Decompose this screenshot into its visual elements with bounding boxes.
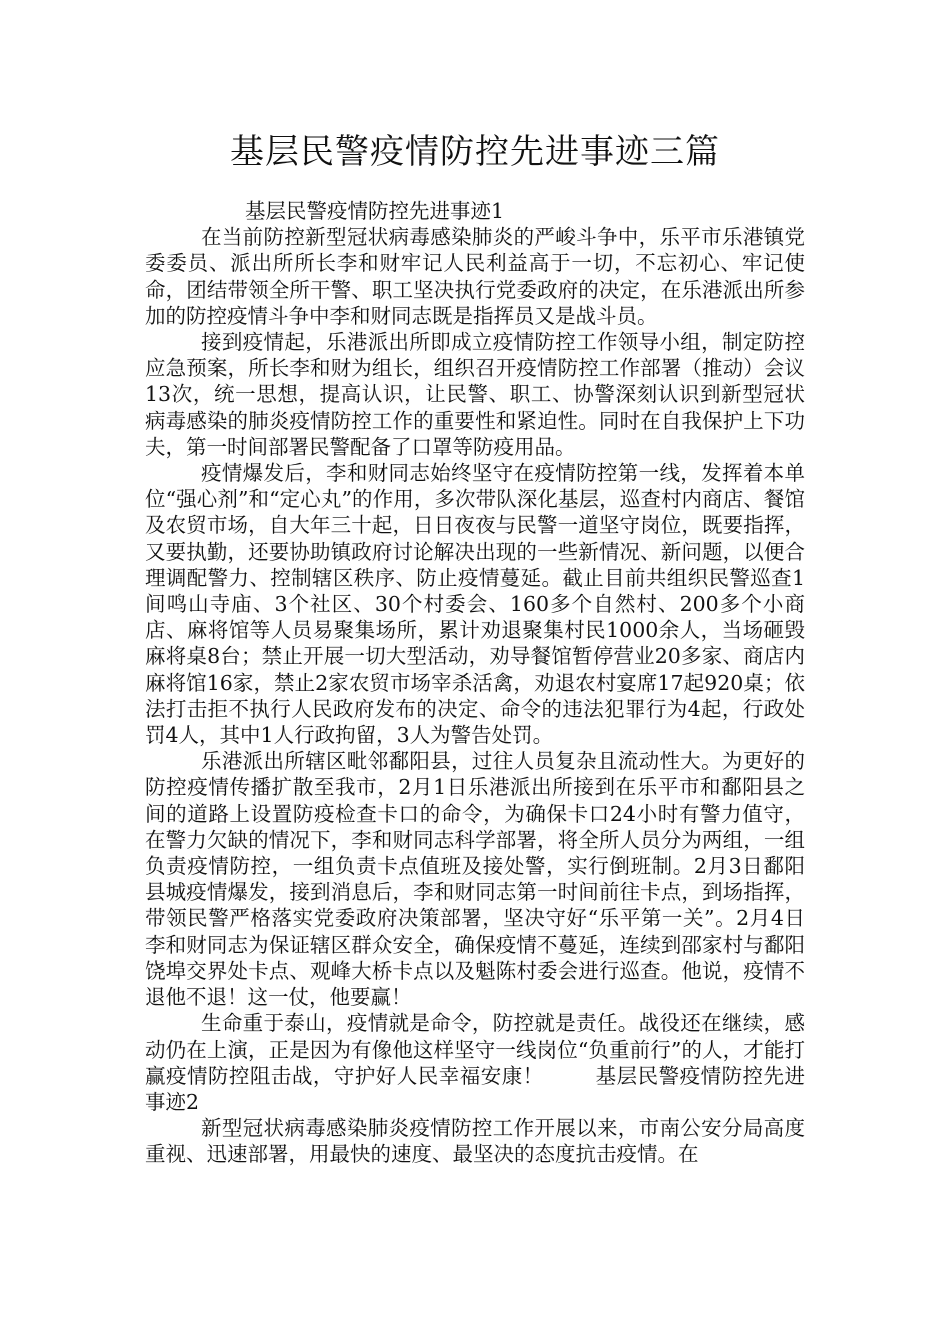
paragraph-5-text: 生命重于泰山，疫情就是命令，防控就是责任。战役还在继续，感动仍在上演，正是因为有像他这样坚守一线岗位“负重前行”的人，才能打赢疫情防控阻击战，守护好人民幸福安康！ bbox=[145, 1011, 805, 1088]
paragraph-2: 接到疫情起，乐港派出所即成立疫情防控工作领导小组，制定防控应急预案，所长李和财为组长，组织召开疫情防控工作部署（推动）会议13次，统一思想，提高认识，让民警、职工、协警深刻认识到新型冠状病毒感染的肺炎疫情防控工作的重要性和紧迫性。同时在自我保护上下功夫，第一时间部署民警配备了口罩等防疫用品。 bbox=[145, 330, 805, 459]
document-title: 基层民警疫情防控先进事迹三篇 bbox=[230, 132, 720, 172]
section-2-heading: 基层民警疫情防控先进事迹2 bbox=[145, 1063, 806, 1114]
paragraph-1: 在当前防控新型冠状病毒感染肺炎的严峻斗争中，乐平市乐港镇党委委员、派出所所长李和财牢记人民利益高于一切，不忘初心、牢记使命，团结带领全所干警、职工坚决执行党委政府的决定，在乐港派出所参加的防控疫情斗争中李和财同志既是指挥员又是战斗员。 bbox=[145, 225, 805, 328]
document-body bbox=[145, 198, 805, 1168]
paragraph-3: 疫情爆发后，李和财同志始终坚守在疫情防控第一线，发挥着本单位“强心剂”和“定心丸”的作用，多次带队深化基层，巡查村内商店、餐馆及农贸市场，自大年三十起，日日夜夜与民警一道坚守岗位，既要指挥，又要执勤，还要协助镇政府讨论解决出现的一些新情况、新问题，以便合理调配警力、控制辖区秩序、防止疫情蔓延。截止目前共组织民警巡查1间鸣山寺庙、3个社区、30个村委会、160多个自然村、200多个小商店、麻将馆等人员易聚集场所，累计劝退聚集村民1000余人，当场砸毁麻将桌8台；禁止开展一切大型活动，劝导餐馆暂停营业20多家、商店内麻将馆16家，禁止2家农贸市场宰杀活禽，劝退农村宴席17起920桌；依法打击拒不执行人民政府发布的决定、命令的违法犯罪行为4起，行政处罚4人，其中1人行政拘留，3人为警告处罚。 bbox=[145, 461, 805, 748]
paragraph-6: 新型冠状病毒感染肺炎疫情防控工作开展以来，市南公安分局高度重视、迅速部署，用最快的速度、最坚决的态度抗击疫情。在 bbox=[145, 1116, 805, 1167]
section-1-heading: 基层民警疫情防控先进事迹1 bbox=[245, 199, 505, 223]
paragraph-5 bbox=[145, 1010, 805, 1115]
paragraph-4: 乐港派出所辖区毗邻鄱阳县，过往人员复杂且流动性大。为更好的防控疫情传播扩散至我市，2月1日乐港派出所接到在乐平市和鄱阳县之间的道路上设置防疫检查卡口的命令，为确保卡口24小时有警力值守，在警力欠缺的情况下，李和财同志科学部署，将全所人员分为两组，一组负责疫情防控，一组负责卡点值班及接处警，实行倒班制。2月3日鄱阳县城疫情爆发，接到消息后，李和财同志第一时间前往卡点，到场指挥，带领民警严格落实党委政府决策部署，坚决守好“乐平第一关”。2月4日李和财同志为保证辖区群众安全，确保疫情不蔓延，连续到邵家村与鄱阳饶埠交界处卡点、观峰大桥卡点以及魁陈村委会进行巡查。他说，疫情不退他不退！这一仗，他要赢！ bbox=[145, 749, 805, 1010]
